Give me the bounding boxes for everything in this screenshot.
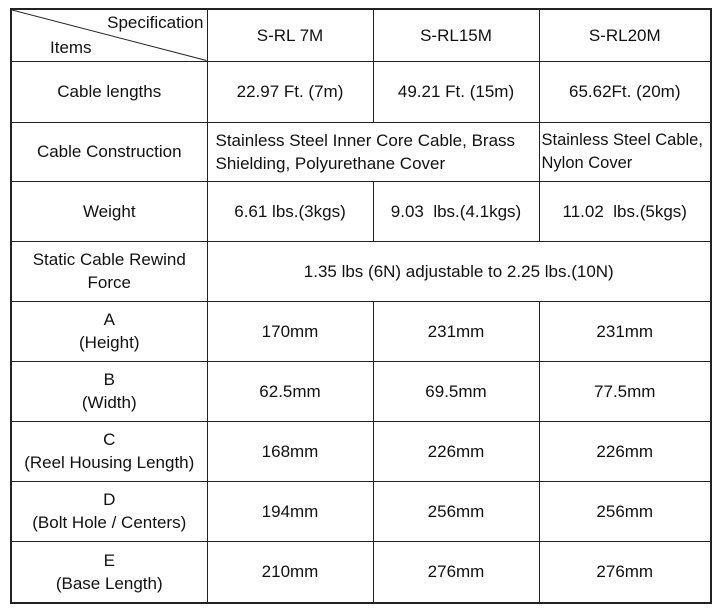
- value-cell: 170mm: [207, 301, 373, 361]
- model-header-20m: S-RL20M: [539, 9, 711, 61]
- row-label: Cable lengths: [11, 61, 207, 122]
- rewind-force-label: Static Cable Rewind Force: [32, 250, 186, 292]
- row-label: Cable Construction: [11, 122, 207, 181]
- row-label: [11, 481, 207, 541]
- value-cell: 226mm: [373, 421, 539, 481]
- row-e-base-length: [11, 541, 711, 603]
- row-label: [11, 301, 207, 361]
- row-label: [11, 361, 207, 421]
- construction-value-7m-15m: Stainless Steel Inner Core Cable, Brass Shielding, Polyurethane Cover: [215, 130, 516, 173]
- header-row: [11, 9, 711, 61]
- row-weight: [11, 181, 711, 241]
- value-cell: 231mm: [373, 301, 539, 361]
- value-cell: 194mm: [207, 481, 373, 541]
- value-cell: 22.97 Ft. (7m): [207, 61, 373, 122]
- value-cell: 11.02 lbs.(5kgs): [539, 181, 711, 241]
- value-cell: 9.03 lbs.(4.1kgs): [373, 181, 539, 241]
- value-cell: 231mm: [539, 301, 711, 361]
- value-cell-merged: 1.35 lbs (6N) adjustable to 2.25 lbs.(10N): [207, 241, 711, 301]
- row-label: [11, 421, 207, 481]
- row-cable-lengths: [11, 61, 711, 122]
- value-cell: 49.21 Ft. (15m): [373, 61, 539, 122]
- value-cell: 65.62Ft. (20m): [539, 61, 711, 122]
- e-label: E (Base Length): [55, 550, 163, 593]
- row-label: [11, 541, 207, 603]
- value-cell: 6.61 lbs.(3kgs): [207, 181, 373, 241]
- row-a-height: [11, 301, 711, 361]
- d-label: D (Bolt Hole / Centers): [32, 490, 187, 532]
- value-cell: 276mm: [539, 541, 711, 603]
- value-cell: 276mm: [373, 541, 539, 603]
- value-cell-merged: [207, 122, 539, 181]
- value-cell: 226mm: [539, 421, 711, 481]
- value-cell: 69.5mm: [373, 361, 539, 421]
- model-header-7m: S-RL 7M: [207, 9, 373, 61]
- corner-header-cell: [11, 9, 207, 61]
- row-label: [11, 241, 207, 301]
- construction-value-20m: Stainless Steel Cable, Nylon Cover: [541, 130, 703, 172]
- value-cell: 256mm: [539, 481, 711, 541]
- specification-table: [10, 8, 712, 604]
- model-header-15m: S-RL15M: [373, 9, 539, 61]
- row-b-width: [11, 361, 711, 421]
- value-cell: [539, 122, 711, 181]
- value-cell: 210mm: [207, 541, 373, 603]
- items-label: Items: [50, 37, 92, 57]
- row-d-bolt-hole-centers: [11, 481, 711, 541]
- value-cell: 256mm: [373, 481, 539, 541]
- row-rewind-force: [11, 241, 711, 301]
- c-label: C (Reel Housing Length): [24, 430, 195, 472]
- row-label: Weight: [11, 181, 207, 241]
- a-label: A (Height): [79, 310, 140, 352]
- row-cable-construction: [11, 122, 711, 181]
- value-cell: 77.5mm: [539, 361, 711, 421]
- specification-label: Specification: [107, 13, 204, 32]
- value-cell: 62.5mm: [207, 361, 373, 421]
- value-cell: 168mm: [207, 421, 373, 481]
- row-c-reel-housing-length: [11, 421, 711, 481]
- b-label: B (Width): [81, 370, 137, 412]
